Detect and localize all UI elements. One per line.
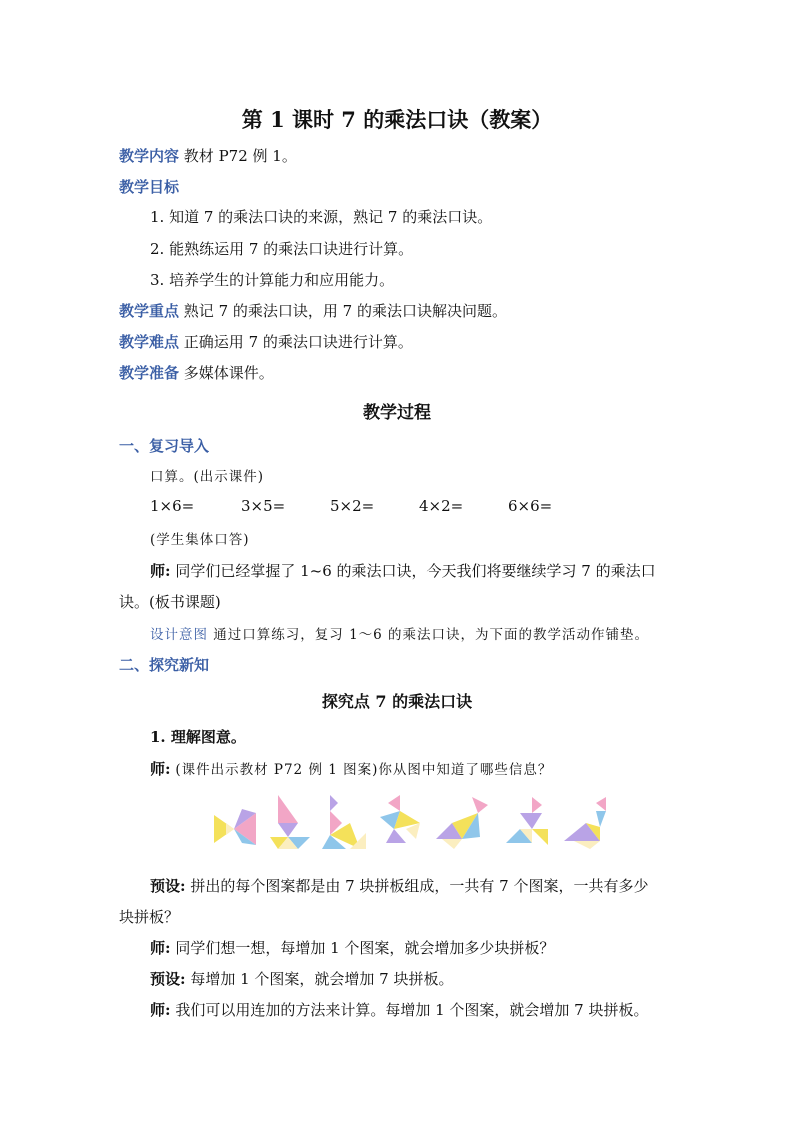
teacher-question bbox=[150, 758, 552, 779]
tangram-sail-icon bbox=[268, 793, 312, 851]
preset-line-cont: 块拼板？ bbox=[119, 908, 180, 926]
goal-item: 3. 培养学生的计算能力和应用能力。 bbox=[150, 271, 395, 289]
content-label: 教学内容 bbox=[119, 147, 180, 165]
tangram-swan-icon bbox=[560, 793, 612, 851]
step1-heading: 1. 理解图意。 bbox=[150, 728, 246, 746]
teacher-label: 师: bbox=[150, 562, 171, 580]
key-text: 熟记 7 的乘法口诀，用 7 的乘法口诀解决问题。 bbox=[183, 302, 507, 320]
answer-note: (学生集体口答) bbox=[150, 532, 250, 548]
process-heading: 教学过程 bbox=[363, 403, 431, 423]
page-title: 第 1 课时 7 的乘法口诀（教案） bbox=[241, 107, 553, 132]
difficulty-row bbox=[119, 331, 413, 352]
teacher-question bbox=[150, 999, 649, 1020]
teacher-text: (课件出示教材 P72 例 1 图案)你从图中知道了哪些信息？ bbox=[175, 762, 553, 778]
calc-item: 5×2= bbox=[330, 497, 375, 515]
calc-item: 3×5= bbox=[241, 497, 286, 515]
section1-heading: 一、复习导入 bbox=[119, 437, 210, 455]
teacher-text: 同学们想一想，每增加 1 个图案，就会增加多少块拼板？ bbox=[175, 939, 555, 957]
teacher-line-cont: 诀。(板书课题) bbox=[119, 593, 221, 611]
prep-label: 教学准备 bbox=[119, 364, 180, 382]
tangram-bird-icon bbox=[376, 793, 424, 851]
calc-item: 6×6= bbox=[508, 497, 553, 515]
preset-text: 拼出的每个图案都是由 7 块拼板组成，一共有 7 个图案，一共有多少 bbox=[190, 877, 649, 895]
design-intent bbox=[150, 623, 649, 643]
teacher-label: 师: bbox=[150, 939, 171, 957]
calc-row bbox=[150, 497, 570, 517]
preset-label: 预设: bbox=[150, 970, 186, 988]
tangram-runner-icon bbox=[502, 793, 552, 851]
tangram-cat-icon bbox=[320, 793, 368, 851]
prep-row bbox=[119, 362, 274, 383]
teacher-label: 师: bbox=[150, 760, 171, 778]
preset-label: 预设: bbox=[150, 877, 186, 895]
teacher-text: 我们可以用连加的方法来计算。每增加 1 个图案，就会增加 7 块拼板。 bbox=[175, 1001, 649, 1019]
difficulty-label: 教学难点 bbox=[119, 333, 180, 351]
preset-text: 每增加 1 个图案，就会增加 7 块拼板。 bbox=[190, 970, 454, 988]
design-text: 通过口算练习，复习 1～6 的乘法口诀，为下面的教学活动作铺垫。 bbox=[213, 627, 650, 643]
oral-calc-intro: 口算。(出示课件) bbox=[150, 469, 265, 485]
calc-item: 1×6= bbox=[150, 497, 195, 515]
explore-subheading: 探究点 7 的乘法口诀 bbox=[321, 692, 473, 711]
preset-line bbox=[150, 875, 649, 896]
content-text: 教材 P72 例 1。 bbox=[183, 147, 297, 165]
calc-item: 4×2= bbox=[419, 497, 464, 515]
teacher-text: 同学们已经掌握了 1~6 的乘法口诀，今天我们将要继续学习 7 的乘法口 bbox=[175, 562, 656, 580]
teacher-question bbox=[150, 937, 554, 958]
tangram-fish-icon bbox=[212, 793, 258, 851]
section2-heading: 二、探究新知 bbox=[119, 656, 210, 674]
preset-line bbox=[150, 968, 454, 989]
design-label: 设计意图 bbox=[150, 627, 208, 643]
prep-text: 多媒体课件。 bbox=[183, 364, 274, 382]
content-row bbox=[119, 145, 297, 166]
key-label: 教学重点 bbox=[119, 302, 180, 320]
goals-label: 教学目标 bbox=[119, 178, 180, 196]
goal-item: 1. 知道 7 的乘法口诀的来源，熟记 7 的乘法口诀。 bbox=[150, 208, 493, 226]
tangram-plane-icon bbox=[432, 793, 492, 851]
teacher-line bbox=[150, 560, 656, 581]
goal-item: 2. 能熟练运用 7 的乘法口诀进行计算。 bbox=[150, 240, 414, 258]
difficulty-text: 正确运用 7 的乘法口诀进行计算。 bbox=[183, 333, 413, 351]
key-row bbox=[119, 300, 507, 321]
teacher-label: 师: bbox=[150, 1001, 171, 1019]
